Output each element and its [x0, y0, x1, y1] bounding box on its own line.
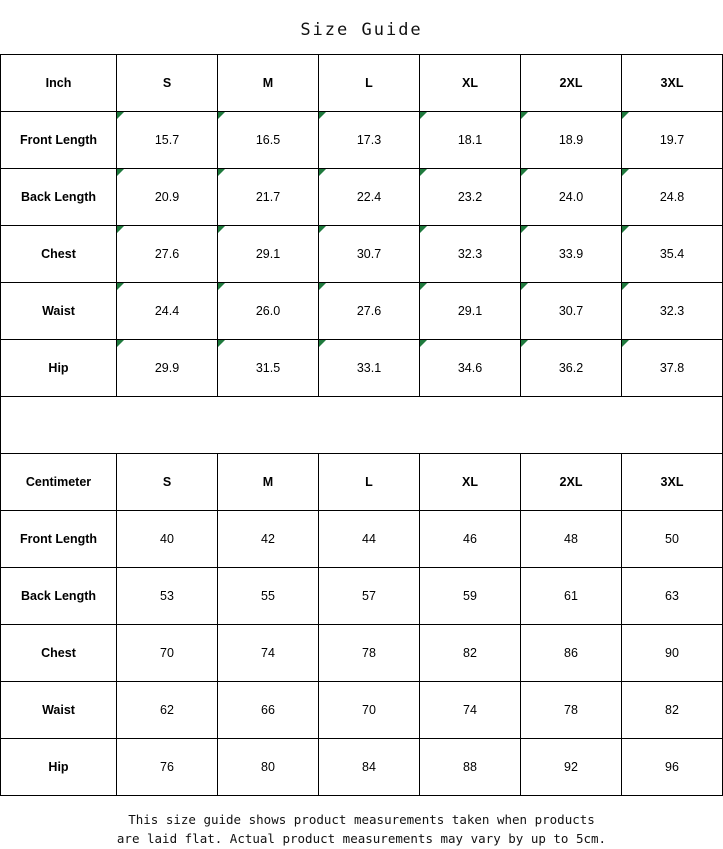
size-header-m: M	[218, 454, 319, 511]
cell-front-length-2xl: 18.9	[521, 112, 622, 169]
cell-hip-l: 33.1	[319, 340, 420, 397]
cell-chest-m: 74	[218, 625, 319, 682]
size-header-2xl: 2XL	[521, 454, 622, 511]
table-row	[1, 169, 723, 226]
row-label-chest: Chest	[1, 625, 117, 682]
cell-hip-s: 76	[117, 739, 218, 796]
cell-hip-xl: 34.6	[420, 340, 521, 397]
cell-chest-2xl: 33.9	[521, 226, 622, 283]
cell-chest-xl: 32.3	[420, 226, 521, 283]
cell-waist-2xl: 78	[521, 682, 622, 739]
size-header-m: M	[218, 55, 319, 112]
size-header-2xl: 2XL	[521, 55, 622, 112]
cell-back-length-m: 21.7	[218, 169, 319, 226]
cell-waist-3xl: 82	[622, 682, 723, 739]
table-row	[1, 568, 723, 625]
cell-waist-2xl: 30.7	[521, 283, 622, 340]
cell-waist-s: 24.4	[117, 283, 218, 340]
cell-front-length-s: 15.7	[117, 112, 218, 169]
cell-front-length-m: 16.5	[218, 112, 319, 169]
row-label-back-length: Back Length	[1, 568, 117, 625]
cell-back-length-l: 57	[319, 568, 420, 625]
cell-chest-l: 30.7	[319, 226, 420, 283]
cell-hip-xl: 88	[420, 739, 521, 796]
size-header-3xl: 3XL	[622, 55, 723, 112]
cell-hip-m: 31.5	[218, 340, 319, 397]
cell-back-length-3xl: 24.8	[622, 169, 723, 226]
table-row	[1, 112, 723, 169]
size-header-xl: XL	[420, 454, 521, 511]
row-label-back-length: Back Length	[1, 169, 117, 226]
cell-waist-l: 27.6	[319, 283, 420, 340]
cell-back-length-2xl: 24.0	[521, 169, 622, 226]
cell-front-length-3xl: 19.7	[622, 112, 723, 169]
cell-waist-xl: 29.1	[420, 283, 521, 340]
cell-hip-2xl: 92	[521, 739, 622, 796]
cell-hip-3xl: 37.8	[622, 340, 723, 397]
size-header-xl: XL	[420, 55, 521, 112]
cell-chest-3xl: 35.4	[622, 226, 723, 283]
cell-back-length-xl: 23.2	[420, 169, 521, 226]
size-header-s: S	[117, 454, 218, 511]
cell-front-length-m: 42	[218, 511, 319, 568]
table-row	[1, 682, 723, 739]
cell-back-length-m: 55	[218, 568, 319, 625]
cell-back-length-s: 53	[117, 568, 218, 625]
row-label-chest: Chest	[1, 226, 117, 283]
cell-chest-s: 70	[117, 625, 218, 682]
cell-hip-2xl: 36.2	[521, 340, 622, 397]
cell-front-length-l: 17.3	[319, 112, 420, 169]
footer-line-2: are laid flat. Actual product measurements may vary by up to 5cm.	[116, 831, 607, 847]
table-row	[1, 625, 723, 682]
cell-chest-xl: 82	[420, 625, 521, 682]
cell-front-length-xl: 46	[420, 511, 521, 568]
cell-front-length-2xl: 48	[521, 511, 622, 568]
unit-label-inch: Inch	[1, 55, 117, 112]
table-separator	[0, 397, 723, 453]
cell-waist-s: 62	[117, 682, 218, 739]
cell-waist-m: 26.0	[218, 283, 319, 340]
cell-hip-3xl: 96	[622, 739, 723, 796]
cell-back-length-3xl: 63	[622, 568, 723, 625]
cell-back-length-s: 20.9	[117, 169, 218, 226]
row-label-hip: Hip	[1, 340, 117, 397]
table-row	[1, 226, 723, 283]
cell-waist-m: 66	[218, 682, 319, 739]
table-row	[1, 340, 723, 397]
cell-chest-2xl: 86	[521, 625, 622, 682]
cell-chest-s: 27.6	[117, 226, 218, 283]
table-header-row	[1, 454, 723, 511]
row-label-front-length: Front Length	[1, 511, 117, 568]
cell-hip-s: 29.9	[117, 340, 218, 397]
cell-chest-3xl: 90	[622, 625, 723, 682]
cell-front-length-l: 44	[319, 511, 420, 568]
cell-back-length-xl: 59	[420, 568, 521, 625]
cell-chest-l: 78	[319, 625, 420, 682]
table-row	[1, 739, 723, 796]
unit-label-centimeter: Centimeter	[1, 454, 117, 511]
table-row	[1, 283, 723, 340]
cell-hip-l: 84	[319, 739, 420, 796]
row-label-waist: Waist	[1, 682, 117, 739]
row-label-waist: Waist	[1, 283, 117, 340]
cell-waist-3xl: 32.3	[622, 283, 723, 340]
table-row	[1, 511, 723, 568]
footer-line-1: This size guide shows product measurements taken when products	[128, 812, 595, 827]
cell-hip-m: 80	[218, 739, 319, 796]
cell-back-length-l: 22.4	[319, 169, 420, 226]
size-header-3xl: 3XL	[622, 454, 723, 511]
cell-front-length-3xl: 50	[622, 511, 723, 568]
table-header-row	[1, 55, 723, 112]
cell-front-length-xl: 18.1	[420, 112, 521, 169]
size-header-s: S	[117, 55, 218, 112]
row-label-hip: Hip	[1, 739, 117, 796]
centimeter-size-table	[0, 453, 723, 796]
footer-note	[0, 796, 723, 849]
cell-waist-l: 70	[319, 682, 420, 739]
inch-size-table	[0, 54, 723, 397]
page-title: Size Guide	[300, 20, 423, 40]
cell-back-length-2xl: 61	[521, 568, 622, 625]
cell-front-length-s: 40	[117, 511, 218, 568]
cell-chest-m: 29.1	[218, 226, 319, 283]
row-label-front-length: Front Length	[1, 112, 117, 169]
cell-waist-xl: 74	[420, 682, 521, 739]
size-header-l: L	[319, 55, 420, 112]
size-header-l: L	[319, 454, 420, 511]
